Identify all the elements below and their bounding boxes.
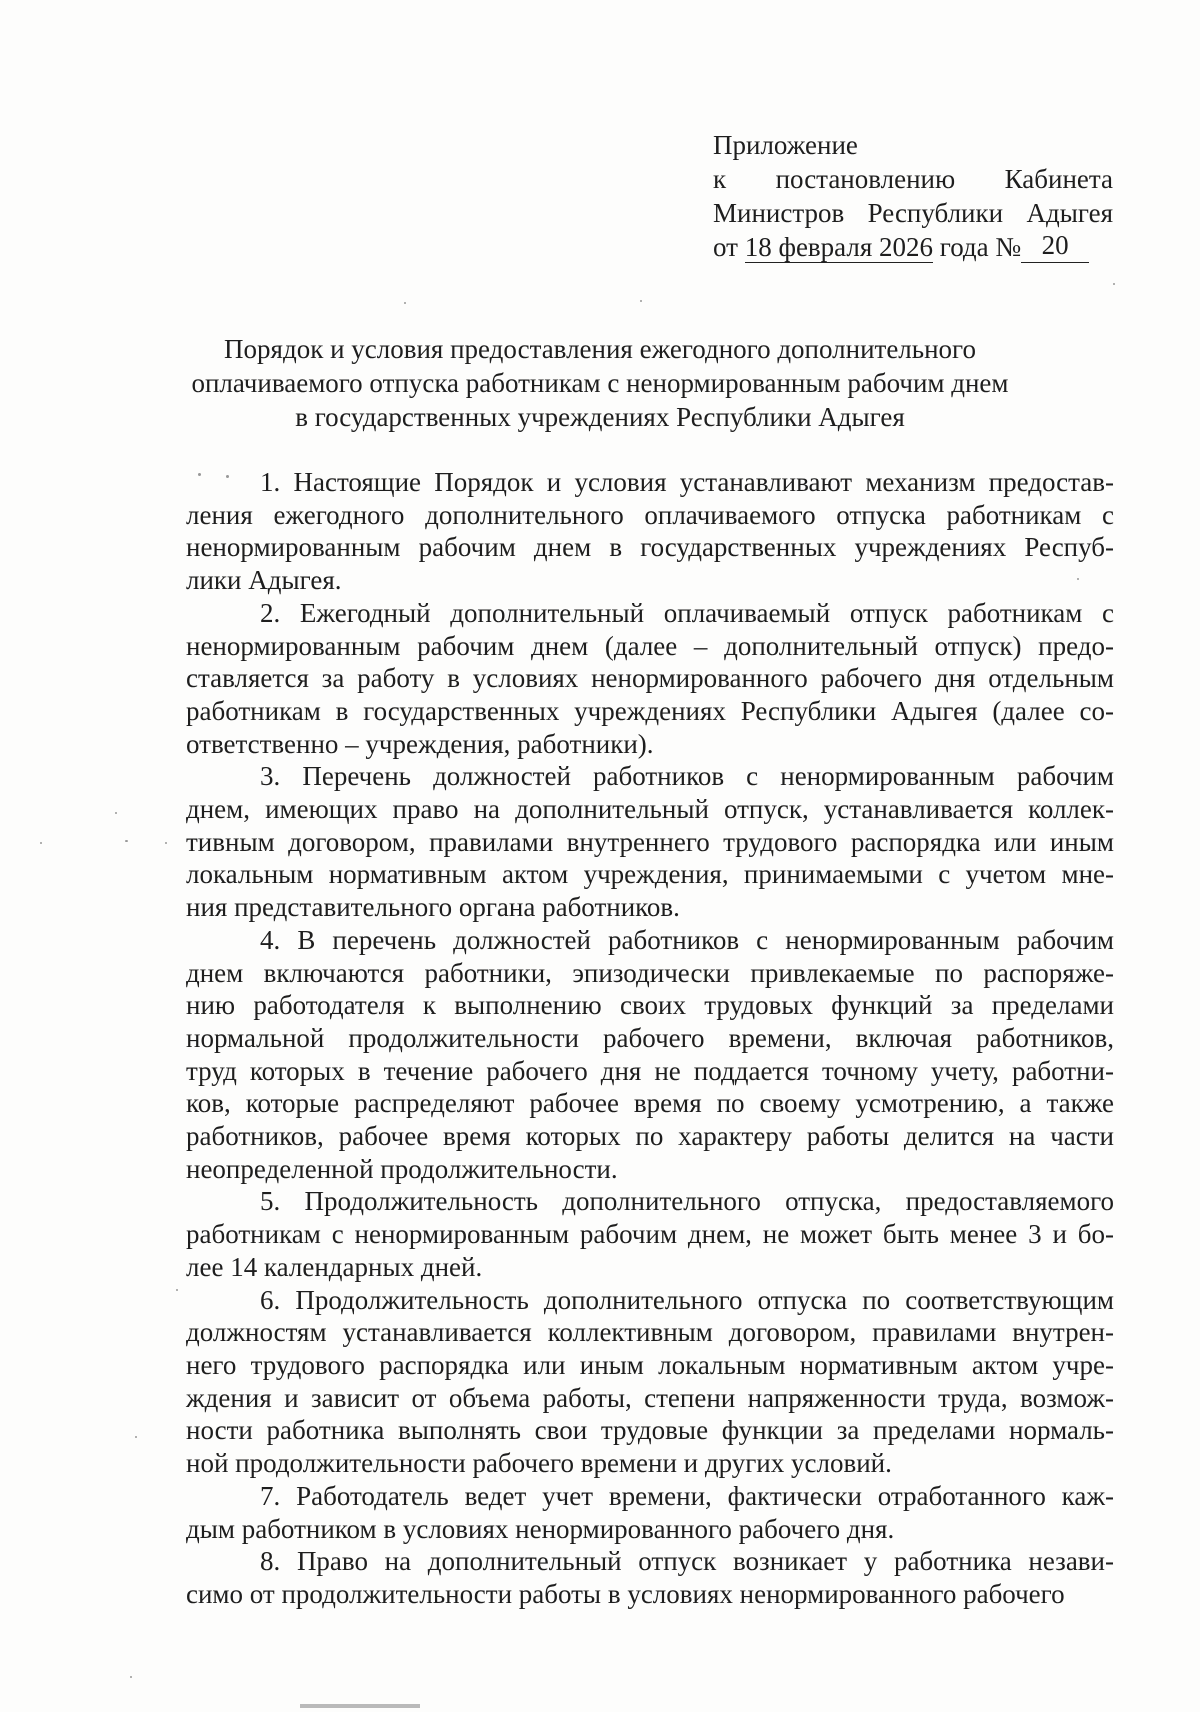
scan-speck bbox=[40, 842, 42, 844]
paragraph-line: 5. Продолжительность дополнительного отпуска, предоставляемого bbox=[260, 1186, 1114, 1217]
approval-word: постановлению bbox=[775, 164, 956, 194]
approval-word: Адыгея bbox=[1026, 198, 1113, 228]
paragraph-line: ной продолжительности рабочего времени и других условий. bbox=[186, 1448, 892, 1479]
paragraph-line: труд которых в течение рабочего дня не поддается точному учету, работни- bbox=[186, 1055, 1114, 1086]
paragraph-line: 3. Перечень должностей работников с ненормированным рабочим bbox=[260, 761, 1114, 792]
paragraph-line: лики Адыгея. bbox=[186, 565, 342, 596]
paragraph-line: ставляется за работу в условиях ненормированного рабочего дня отдельным bbox=[186, 663, 1114, 694]
approval-word: Республики bbox=[867, 198, 1004, 228]
paragraph-line: должностям устанавливается коллективным договором, правилами внутрен- bbox=[186, 1317, 1114, 1348]
paragraph-line: 7. Работодатель ведет учет времени, фактически отработанного каж- bbox=[260, 1480, 1114, 1511]
body-paragraph bbox=[186, 1545, 1114, 1610]
approval-number: 20 bbox=[1021, 228, 1089, 263]
paragraph-line: работникам в государственных учреждениях Республики Адыгея (далее со- bbox=[186, 695, 1114, 726]
paragraph-line: ния представительного органа работников. bbox=[186, 892, 680, 923]
body-paragraph bbox=[186, 1480, 1114, 1545]
title-line: Порядок и условия предоставления ежегодного дополнительного bbox=[224, 334, 976, 364]
approval-word: Кабинета bbox=[1004, 164, 1113, 194]
scan-speck bbox=[226, 475, 229, 478]
paragraph-line: дым работником в условиях ненормированного рабочего дня. bbox=[186, 1513, 895, 1544]
approval-line-2 bbox=[713, 162, 1113, 196]
approval-date-line bbox=[713, 230, 1113, 265]
body-paragraph bbox=[186, 1185, 1114, 1283]
approval-heading: Приложение bbox=[713, 130, 858, 160]
approval-word: Министров bbox=[713, 198, 845, 228]
paragraph-line: тивным договором, правилами внутреннего трудового распорядка или иным bbox=[186, 826, 1114, 857]
paragraph-line: нию работодателя к выполнению своих трудовых функций за пределами bbox=[186, 990, 1114, 1021]
approval-date: 18 февраля 2026 bbox=[744, 232, 934, 262]
paragraph-line: нормальной продолжительности рабочего времени, включая работников, bbox=[186, 1022, 1114, 1053]
scan-speck bbox=[640, 300, 642, 302]
paragraph-line: локальным нормативным актом учреждения, принимаемыми с учетом мне- bbox=[186, 859, 1114, 890]
paragraph-line: неопределенной продолжительности. bbox=[186, 1153, 618, 1184]
date-suffix: года № bbox=[939, 232, 1022, 262]
paragraph-line: 2. Ежегодный дополнительный оплачиваемый отпуск работникам с bbox=[260, 597, 1114, 628]
scan-speck bbox=[176, 1289, 178, 1291]
body-paragraph bbox=[186, 760, 1114, 924]
paragraph-line: 6. Продолжительность дополнительного отпуска по соответствующим bbox=[260, 1284, 1114, 1315]
scan-speck bbox=[115, 812, 117, 814]
title-line: оплачиваемого отпуска работникам с ненормированным рабочим днем bbox=[191, 368, 1009, 398]
document-body bbox=[186, 466, 1114, 1611]
body-paragraph bbox=[186, 1284, 1114, 1480]
date-prefix: от bbox=[713, 232, 738, 262]
scan-speck bbox=[130, 1676, 132, 1678]
paragraph-line: ности работника выполнять свои трудовые функции за пределами нормаль- bbox=[186, 1415, 1114, 1446]
scan-speck bbox=[1113, 283, 1115, 285]
paragraph-line: днем, имеющих право на дополнительный отпуск, устанавливается коллек- bbox=[186, 794, 1114, 825]
paragraph-line: ждения и зависит от объема работы, степени напряженности труда, возмож- bbox=[186, 1382, 1114, 1413]
document-title bbox=[180, 332, 1020, 434]
body-paragraph bbox=[186, 924, 1114, 1186]
scan-speck bbox=[165, 842, 167, 844]
paragraph-line: ненормированным рабочим днем (далее – дополнительный отпуск) предо- bbox=[186, 630, 1114, 661]
paragraph-line: него трудового распорядка или иным локальным нормативным актом учре- bbox=[186, 1349, 1114, 1380]
scan-speck bbox=[1077, 578, 1079, 580]
paragraph-line: работников, рабочее время которых по характеру работы делится на части bbox=[186, 1121, 1114, 1152]
scan-speck bbox=[125, 840, 128, 842]
scan-speck bbox=[404, 302, 406, 304]
approval-block bbox=[713, 128, 1113, 265]
paragraph-line: ления ежегодного дополнительного оплачиваемого отпуска работникам с bbox=[186, 499, 1114, 530]
scan-speck bbox=[135, 1436, 137, 1438]
body-paragraph bbox=[186, 466, 1114, 597]
paragraph-line: работникам с ненормированным рабочим днем, не может быть менее 3 и бо- bbox=[186, 1219, 1114, 1250]
paragraph-line: ненормированным рабочим днем в государственных учреждениях Респуб- bbox=[186, 532, 1114, 563]
paragraph-line: днем включаются работники, эпизодически привлекаемые по распоряже- bbox=[186, 957, 1114, 988]
body-paragraph bbox=[186, 597, 1114, 761]
paragraph-line: 1. Настоящие Порядок и условия устанавливают механизм предостав- bbox=[260, 467, 1114, 497]
approval-word: к bbox=[713, 164, 727, 194]
paragraph-line: ков, которые распределяют рабочее время по своему усмотрению, а также bbox=[186, 1088, 1114, 1119]
paragraph-line: лее 14 календарных дней. bbox=[186, 1251, 483, 1282]
title-line: в государственных учреждениях Республики Адыгея bbox=[295, 402, 905, 432]
paragraph-line: симо от продолжительности работы в условиях ненормированного рабочего bbox=[186, 1578, 1065, 1609]
paragraph-line: ответственно – учреждения, работники). bbox=[186, 728, 654, 759]
approval-line-3 bbox=[713, 196, 1113, 230]
scan-smudge bbox=[300, 1704, 420, 1708]
paragraph-line: 4. В перечень должностей работников с ненормированным рабочим bbox=[260, 924, 1114, 955]
scan-speck bbox=[198, 473, 201, 476]
paragraph-line: 8. Право на дополнительный отпуск возникает у работника незави- bbox=[260, 1546, 1114, 1577]
